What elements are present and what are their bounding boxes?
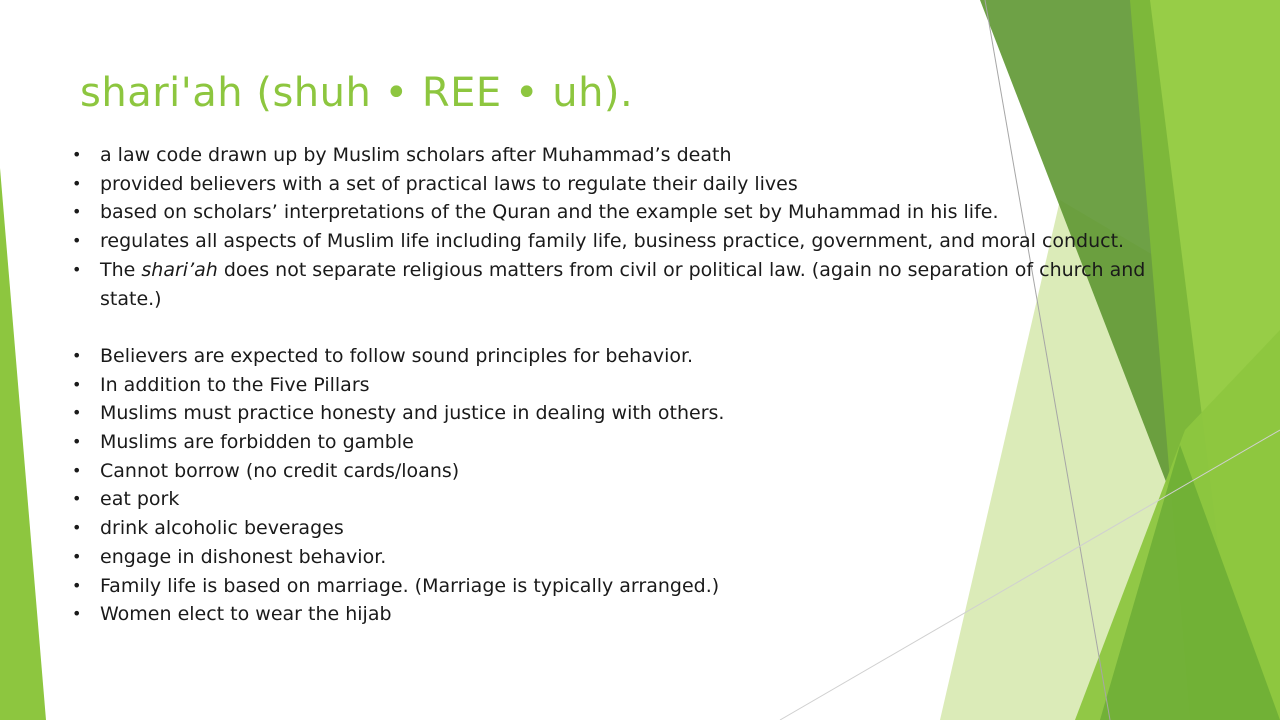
bullet-item: • engage in dishonest behavior. xyxy=(72,543,1182,572)
list-spacer xyxy=(72,313,1182,342)
bullet-item: • Women elect to wear the hijab xyxy=(72,600,1182,629)
bullet-list xyxy=(72,141,1182,629)
bullet-item: • Muslims are forbidden to gamble xyxy=(72,428,1182,457)
bullet-item: • In addition to the Five Pillars xyxy=(72,371,1182,400)
bullet-text-after: does not separate religious matters from civil or political law. (again no separation of church and state.) xyxy=(100,258,1146,310)
bullet-text-before: The xyxy=(100,258,142,281)
bullet-item: • Family life is based on marriage. (Marriage is typically arranged.) xyxy=(72,572,1182,601)
bullet-item: • provided believers with a set of practical laws to regulate their daily lives xyxy=(72,170,1182,199)
bullet-item: • Believers are expected to follow sound principles for behavior. xyxy=(72,342,1182,371)
bullet-item: • a law code drawn up by Muslim scholars after Muhammad’s death xyxy=(72,141,1182,170)
bullet-item xyxy=(72,256,1182,313)
bullet-item: • based on scholars’ interpretations of the Quran and the example set by Muhammad in his life. xyxy=(72,198,1182,227)
bullet-item: • Cannot borrow (no credit cards/loans) xyxy=(72,457,1182,486)
bullet-item: • eat pork xyxy=(72,485,1182,514)
bullet-italic-term: shari’ah xyxy=(141,258,218,281)
bullet-item: • regulates all aspects of Muslim life including family life, business practice, government, and moral conduct. xyxy=(72,227,1182,256)
left-green-triangle xyxy=(0,168,46,720)
slide-title: shari'ah (shuh • REE • uh). xyxy=(80,70,634,116)
bullet-item: • drink alcoholic beverages xyxy=(72,514,1182,543)
bullet-item: • Muslims must practice honesty and justice in dealing with others. xyxy=(72,399,1182,428)
